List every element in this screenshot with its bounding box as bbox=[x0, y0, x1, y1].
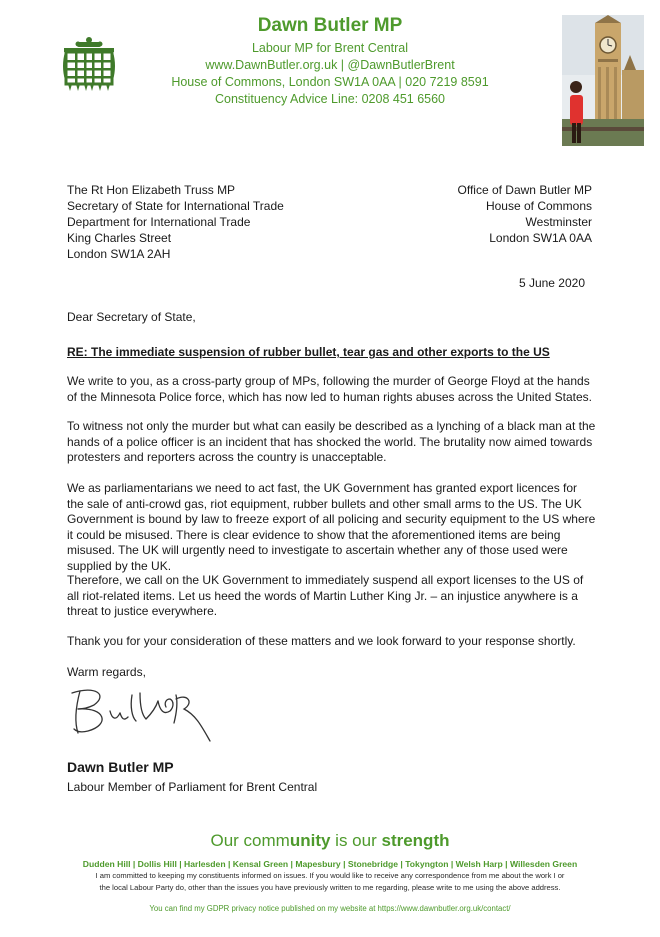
footer-gdpr-notice: You can find my GDPR privacy notice published on my website at https://www.dawnbutler.org.uk/contact/ bbox=[149, 904, 511, 913]
letterhead bbox=[130, 14, 530, 108]
recipient-address bbox=[67, 182, 284, 262]
letterhead-name: Dawn Butler MP bbox=[257, 15, 403, 36]
sender-line: London SW1A 0AA bbox=[489, 231, 592, 245]
slogan-unity: unity bbox=[289, 831, 331, 850]
recipient-line: Department for International Trade bbox=[67, 215, 251, 229]
closing: Warm regards, bbox=[67, 665, 146, 679]
body-paragraph: To witness not only the murder but what can easily be described as a lynching of a black man at the hands of a police officer is an incident that has shocked the world. The brutality now aimed towards protesters and reporters across the country is unacceptable. bbox=[67, 419, 596, 465]
body-paragraph: We write to you, as a cross-party group of MPs, following the murder of George Floyd at the hands of the Minnesota Police force, which has now led to human rights abuses across the United States. bbox=[67, 374, 592, 404]
signer-role: Labour Member of Parliament for Brent Central bbox=[67, 780, 318, 794]
signer-name: Dawn Butler MP bbox=[67, 759, 174, 775]
slogan-prefix: Our comm bbox=[210, 831, 290, 850]
slogan-mid: is our bbox=[330, 831, 382, 850]
footer-notice-line: I am committed to keeping my constituents informed on issues. If you would like to receive any correspondence from me about the work I or bbox=[95, 871, 565, 880]
body-paragraph: Thank you for your consideration of these matters and we look forward to your response shortly. bbox=[67, 634, 576, 648]
recipient-line: The Rt Hon Elizabeth Truss MP bbox=[67, 183, 236, 197]
subject-line: RE: The immediate suspension of rubber bullet, tear gas and other exports to the US bbox=[67, 345, 550, 359]
letterhead-role: Labour MP for Brent Central bbox=[251, 41, 409, 55]
recipient-line: King Charles Street bbox=[67, 231, 172, 245]
footer-slogan bbox=[0, 830, 660, 852]
slogan-strength: strength bbox=[381, 831, 450, 850]
letterhead-address: House of Commons, London SW1A 0AA | 020 7219 8591 bbox=[171, 75, 489, 89]
handwritten-signature bbox=[66, 681, 216, 745]
portcullis-crest-logo bbox=[62, 36, 116, 94]
body-paragraph: Therefore, we call on the UK Government to immediately suspend all export licenses to the US of all riot-related items. Let us heed the words of Martin Luther King Jr. – an injustice anywhere is a threat to justice everywhere. bbox=[67, 573, 584, 619]
recipient-line: Secretary of State for International Trade bbox=[67, 199, 284, 213]
mp-photo bbox=[562, 15, 644, 146]
recipient-line: London SW1A 2AH bbox=[67, 247, 171, 261]
footer bbox=[0, 830, 660, 913]
footer-notice-line: the local Labour Party do, other than the issues you have previously written to me regarding, please write to me using the above address. bbox=[99, 883, 561, 892]
letter-date: 5 June 2020 bbox=[518, 276, 585, 290]
sender-line: Office of Dawn Butler MP bbox=[457, 183, 592, 197]
letterhead-web: www.DawnButler.org.uk | @DawnButlerBrent bbox=[205, 58, 455, 72]
salutation: Dear Secretary of State, bbox=[67, 310, 196, 324]
sender-line: House of Commons bbox=[485, 199, 592, 213]
sender-address bbox=[458, 182, 593, 246]
footer-wards: Dudden Hill | Dollis Hill | Harlesden | Kensal Green | Mapesbury | Stonebridge | Tokyngton | Welsh Harp | Willesden Green bbox=[82, 859, 578, 869]
letterhead-advice-line: Constituency Advice Line: 0208 451 6560 bbox=[214, 92, 446, 106]
body-paragraph: We as parliamentarians we need to act fast, the UK Government has granted export licences for the sale of anti-crowd gas, riot equipment, rubber bullets and other small arms to the US. The UK Government is bound by law to freeze export of all policing and security equipment to the US where it could be misused. There is clear evidence to show that the aforementioned items are being misused. The UK will urgently need to investigate to ascertain whether any of those used were supplied by the UK. bbox=[67, 481, 596, 573]
sender-line: Westminster bbox=[525, 215, 592, 229]
